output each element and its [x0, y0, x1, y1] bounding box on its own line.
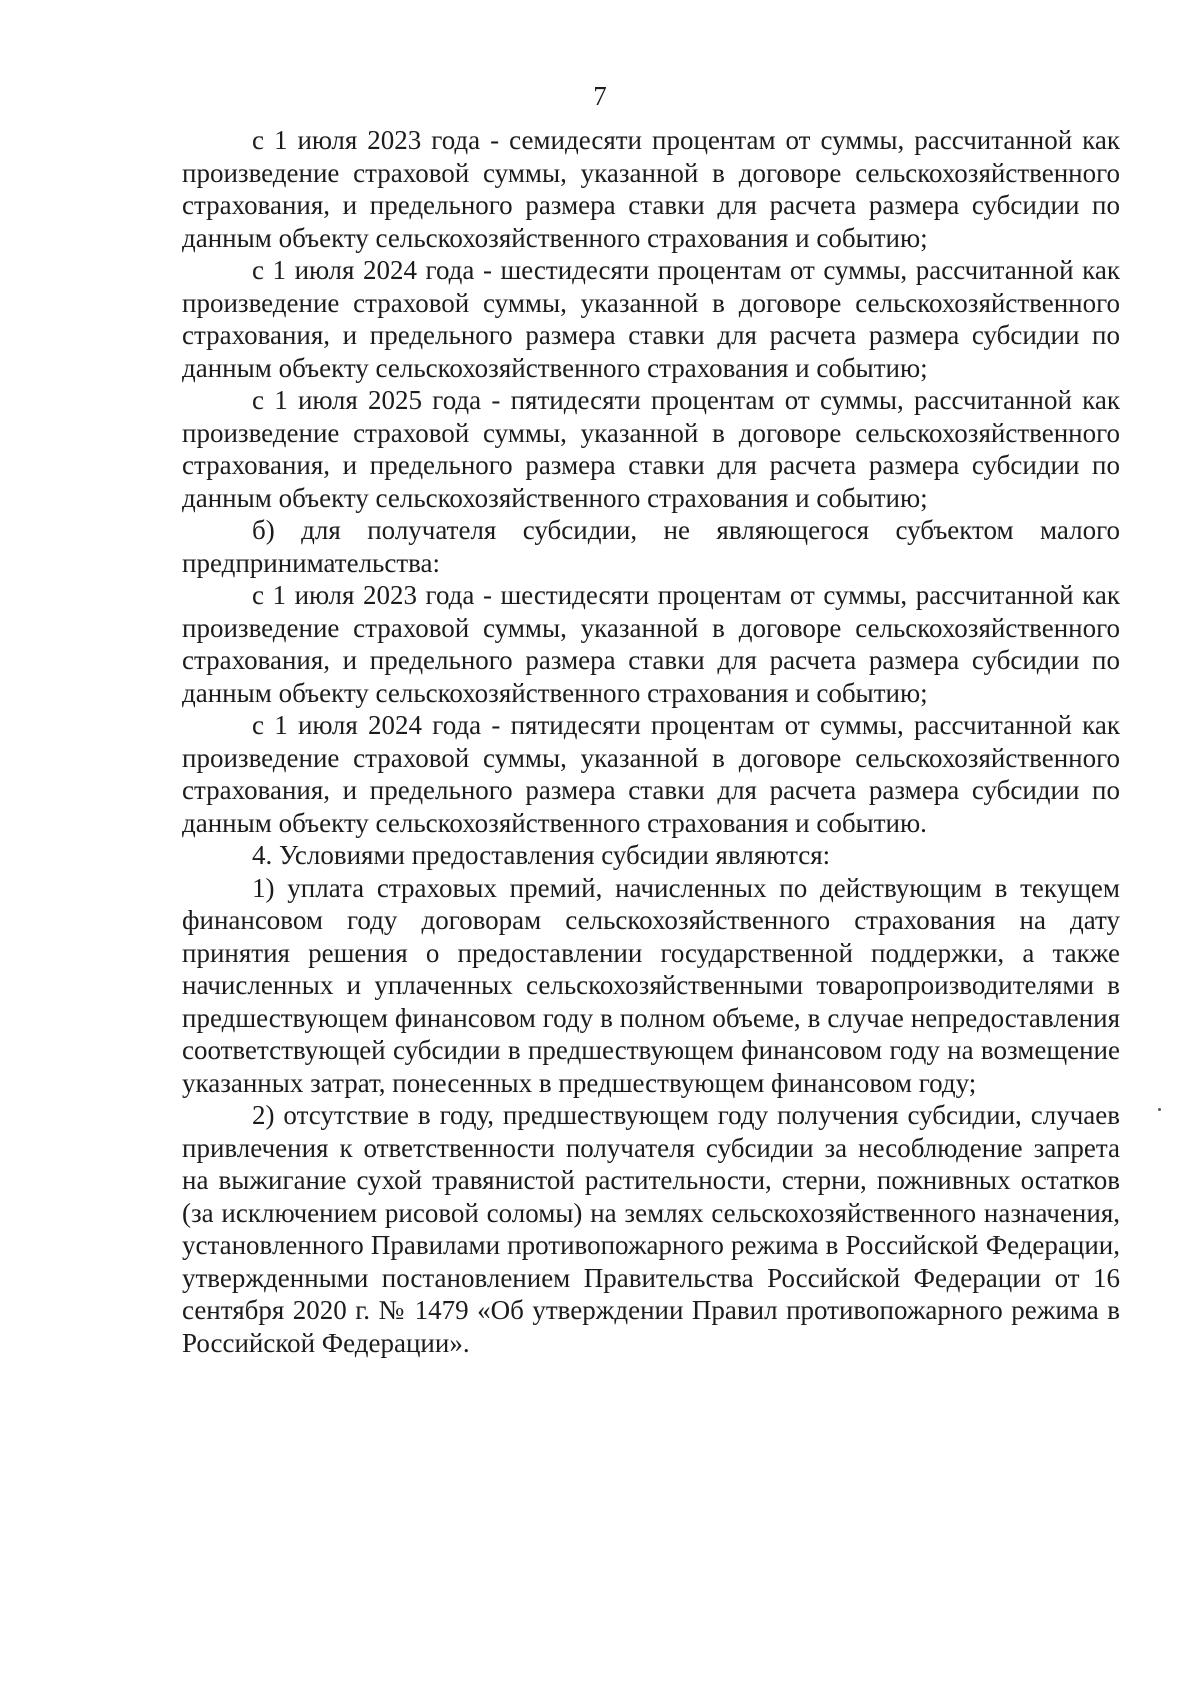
- document-body: [182, 124, 1120, 1359]
- paragraph: 2) отсутствие в году, предшествующем году получения субсидии, случаев привлечения к ответственности получателя субсидии за несоблюдение запрета на выжигание сухой травянистой растительности, стерни, пожнивных остатков (за исключением рисовой соломы) на землях сельскохозяйственного назначения, установленного Правилами противопожарного режима в Российской Федерации, утвержденными постановлением Правительства Российской Федерации от 16 сентября 2020 г. № 1479 «Об утверждении Правил противопожарного режима в Российской Федерации».: [182, 1100, 1120, 1358]
- paragraph: с 1 июля 2024 года - пятидесяти процентам от суммы, рассчитанной как произведение страховой суммы, указанной в договоре сельскохозяйственного страхования, и предельного размера ставки для расчета размера субсидии по данным объекту сельскохозяйственного страхования и событию.: [182, 710, 1120, 838]
- page-number: 7: [593, 81, 607, 111]
- scan-speck: [1158, 1108, 1161, 1111]
- paragraph: с 1 июля 2025 года - пятидесяти процентам от суммы, рассчитанной как произведение страховой суммы, указанной в договоре сельскохозяйственного страхования, и предельного размера ставки для расчета размера субсидии по данным объекту сельскохозяйственного страхования и событию;: [182, 385, 1120, 513]
- paragraph: с 1 июля 2024 года - шестидесяти процентам от суммы, рассчитанной как произведение страховой суммы, указанной в договоре сельскохозяйственного страхования, и предельного размера ставки для расчета размера субсидии по данным объекту сельскохозяйственного страхования и событию;: [182, 255, 1120, 383]
- paragraph: 1) уплата страховых премий, начисленных по действующим в текущем финансовом году договорам сельскохозяйственного страхования на дату принятия решения о предоставлении государственной поддержки, а также начисленных и уплаченных сельскохозяйственными товаропроизводителями в предшествующем финансовом году в полном объеме, в случае непредоставления соответствующей субсидии в предшествующем финансовом году на возмещение указанных затрат, понесенных в предшествующем финансовом году;: [182, 872, 1120, 1098]
- paragraph: с 1 июля 2023 года - шестидесяти процентам от суммы, рассчитанной как произведение страховой суммы, указанной в договоре сельскохозяйственного страхования, и предельного размера ставки для расчета размера субсидии по данным объекту сельскохозяйственного страхования и событию;: [182, 580, 1120, 708]
- paragraph: 4. Условиями предоставления субсидии являются:: [252, 840, 831, 870]
- paragraph: б) для получателя субсидии, не являющегося субъектом малого предпринимательства:: [182, 515, 1120, 578]
- paragraph: с 1 июля 2023 года - семидесяти процентам от суммы, рассчитанной как произведение страховой суммы, указанной в договоре сельскохозяйственного страхования, и предельного размера ставки для расчета размера субсидии по данным объекту сельскохозяйственного страхования и событию;: [182, 125, 1120, 253]
